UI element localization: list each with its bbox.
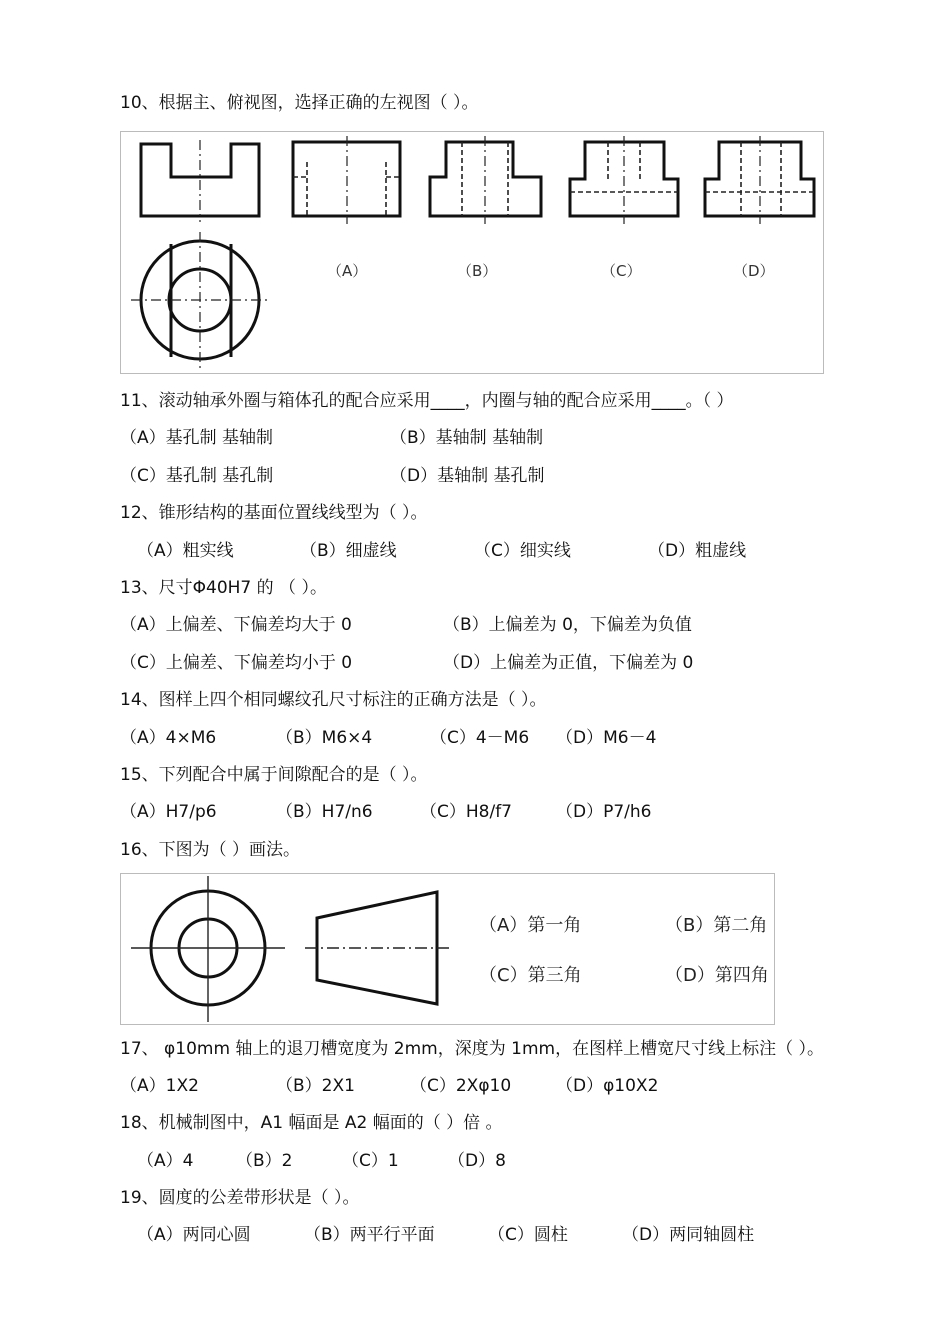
question-16-option-c[interactable]: （C）第三角 <box>479 965 582 986</box>
question-14-option-b[interactable]: （B）M6×4 <box>276 728 373 748</box>
question-15-option-b[interactable]: （B）H7/n6 <box>276 802 373 822</box>
question-13-option-b[interactable]: （B）上偏差为 0，下偏差为负值 <box>443 615 692 635</box>
question-16-figure <box>120 873 775 1025</box>
figure-label-d: （D） <box>733 262 775 280</box>
question-15-option-a[interactable]: （A）H7/p6 <box>120 802 217 822</box>
question-18-stem: 18、机械制图中，A1 幅面是 A2 幅面的（ ）倍 。 <box>120 1113 503 1133</box>
question-11-option-d[interactable]: （D）基轴制 基孔制 <box>390 466 545 486</box>
question-12-option-a[interactable]: （A）粗实线 <box>137 541 234 561</box>
question-12-option-b[interactable]: （B）细虚线 <box>300 541 397 561</box>
question-19-option-d[interactable]: （D）两同轴圆柱 <box>622 1225 755 1245</box>
question-13-option-a[interactable]: （A）上偏差、下偏差均大于 0 <box>120 615 352 635</box>
question-14-option-a[interactable]: （A）4×M6 <box>120 728 217 748</box>
question-19-option-b[interactable]: （B）两平行平面 <box>304 1225 435 1245</box>
question-18-option-c[interactable]: （C）1 <box>342 1151 399 1171</box>
question-13-stem: 13、尺寸Φ40H7 的 （ ）。 <box>120 578 327 598</box>
question-14-stem: 14、图样上四个相同螺纹孔尺寸标注的正确方法是（ ）。 <box>120 690 547 710</box>
question-18-option-b[interactable]: （B）2 <box>236 1151 293 1171</box>
question-11-option-b[interactable]: （B）基轴制 基轴制 <box>390 428 544 448</box>
question-12-option-c[interactable]: （C）细实线 <box>474 541 571 561</box>
question-10-figure <box>120 131 824 374</box>
question-15-option-d[interactable]: （D）P7/h6 <box>556 802 652 822</box>
question-11-option-c[interactable]: （C）基孔制 基孔制 <box>120 466 274 486</box>
question-15-option-c[interactable]: （C）H8/f7 <box>420 802 512 822</box>
question-12-option-d[interactable]: （D）粗虚线 <box>648 541 747 561</box>
question-19-option-c[interactable]: （C）圆柱 <box>488 1225 568 1245</box>
question-12-stem: 12、锥形结构的基面位置线线型为（ ）。 <box>120 503 428 523</box>
question-17-option-b[interactable]: （B）2X1 <box>276 1076 355 1096</box>
question-16-option-a[interactable]: （A）第一角 <box>479 915 582 936</box>
question-17-option-d[interactable]: （D）φ10X2 <box>556 1076 659 1096</box>
question-19-option-a[interactable]: （A）两同心圆 <box>137 1225 251 1245</box>
question-16-option-d[interactable]: （D）第四角 <box>665 965 769 986</box>
question-17-stem: 17、 φ10mm 轴上的退刀槽宽度为 2mm，深度为 1mm，在图样上槽宽尺寸线上标注（ ）。 <box>120 1039 824 1059</box>
question-19-stem: 19、圆度的公差带形状是（ ）。 <box>120 1188 360 1208</box>
question-13-option-c[interactable]: （C）上偏差、下偏差均小于 0 <box>120 653 353 673</box>
question-13-option-d[interactable]: （D）上偏差为正值，下偏差为 0 <box>443 653 694 673</box>
question-11-stem: 11、滚动轴承外圈与箱体孔的配合应采用____，内圈与轴的配合应采用____。（ ） <box>120 391 734 411</box>
figure-label-a: （A） <box>327 262 368 280</box>
question-16-stem: 16、下图为（ ）画法。 <box>120 840 301 860</box>
question-11-option-a[interactable]: （A）基孔制 基轴制 <box>120 428 274 448</box>
question-18-option-d[interactable]: （D）8 <box>448 1151 506 1171</box>
question-17-option-a[interactable]: （A）1X2 <box>120 1076 199 1096</box>
question-10-stem: 10、根据主、俯视图，选择正确的左视图（ ）。 <box>120 93 479 113</box>
figure-label-c: （C） <box>601 262 642 280</box>
question-16-drawing <box>121 874 774 1024</box>
question-17-option-c[interactable]: （C）2Xφ10 <box>410 1076 512 1096</box>
figure-label-b: （B） <box>457 262 498 280</box>
question-16-option-b[interactable]: （B）第二角 <box>665 915 768 936</box>
question-15-stem: 15、下列配合中属于间隙配合的是（ ）。 <box>120 765 428 785</box>
question-14-option-c[interactable]: （C）4－M6 <box>430 728 530 748</box>
question-10-drawing <box>121 132 823 373</box>
question-14-option-d[interactable]: （D）M6－4 <box>556 728 657 748</box>
question-18-option-a[interactable]: （A）4 <box>137 1151 194 1171</box>
